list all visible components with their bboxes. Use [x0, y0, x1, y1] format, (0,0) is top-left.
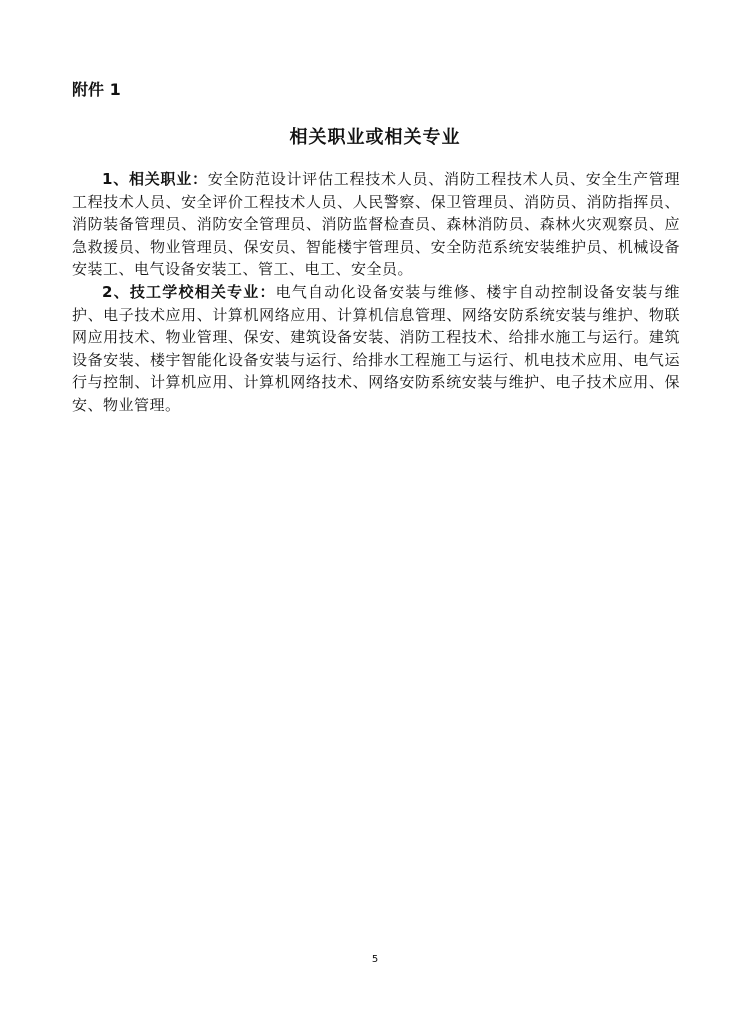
section-related-occupations	[72, 168, 680, 281]
document-body	[72, 168, 680, 417]
section-heading: 1、相关职业：	[102, 170, 208, 188]
section-text: 电气自动化设备安装与维修、楼宇自动控制设备安装与维护、电子技术应用、计算机网络应用、计算机信息管理、网络安防系统安装与维护、物联网应用技术、物业管理、保安、建筑设备安装、消防工程技术、给排水施工与运行。建筑设备安装、楼宇智能化设备安装与运行、给排水工程施工与运行、机电技术应用、电气运行与控制、计算机应用、计算机网络技术、网络安防系统安装与维护、电子技术应用、保安、物业管理。	[72, 282, 680, 414]
page-number: 5	[371, 954, 379, 965]
section-related-majors	[72, 281, 680, 417]
section-text: 安全防范设计评估工程技术人员、消防工程技术人员、安全生产管理工程技术人员、安全评价工程技术人员、人民警察、保卫管理员、消防员、消防指挥员、消防装备管理员、消防安全管理员、消防监督检查员、森林消防员、森林火灾观察员、应急救援员、物业管理员、保安员、智能楼宇管理员、安全防范系统安装维护员、机械设备安装工、电气设备安装工、管工、电工、安全员。	[72, 170, 680, 279]
page-title: 相关职业或相关专业	[289, 127, 461, 148]
attachment-label: 附件 1	[72, 80, 121, 99]
section-heading: 2、技工学校相关专业：	[102, 282, 276, 301]
